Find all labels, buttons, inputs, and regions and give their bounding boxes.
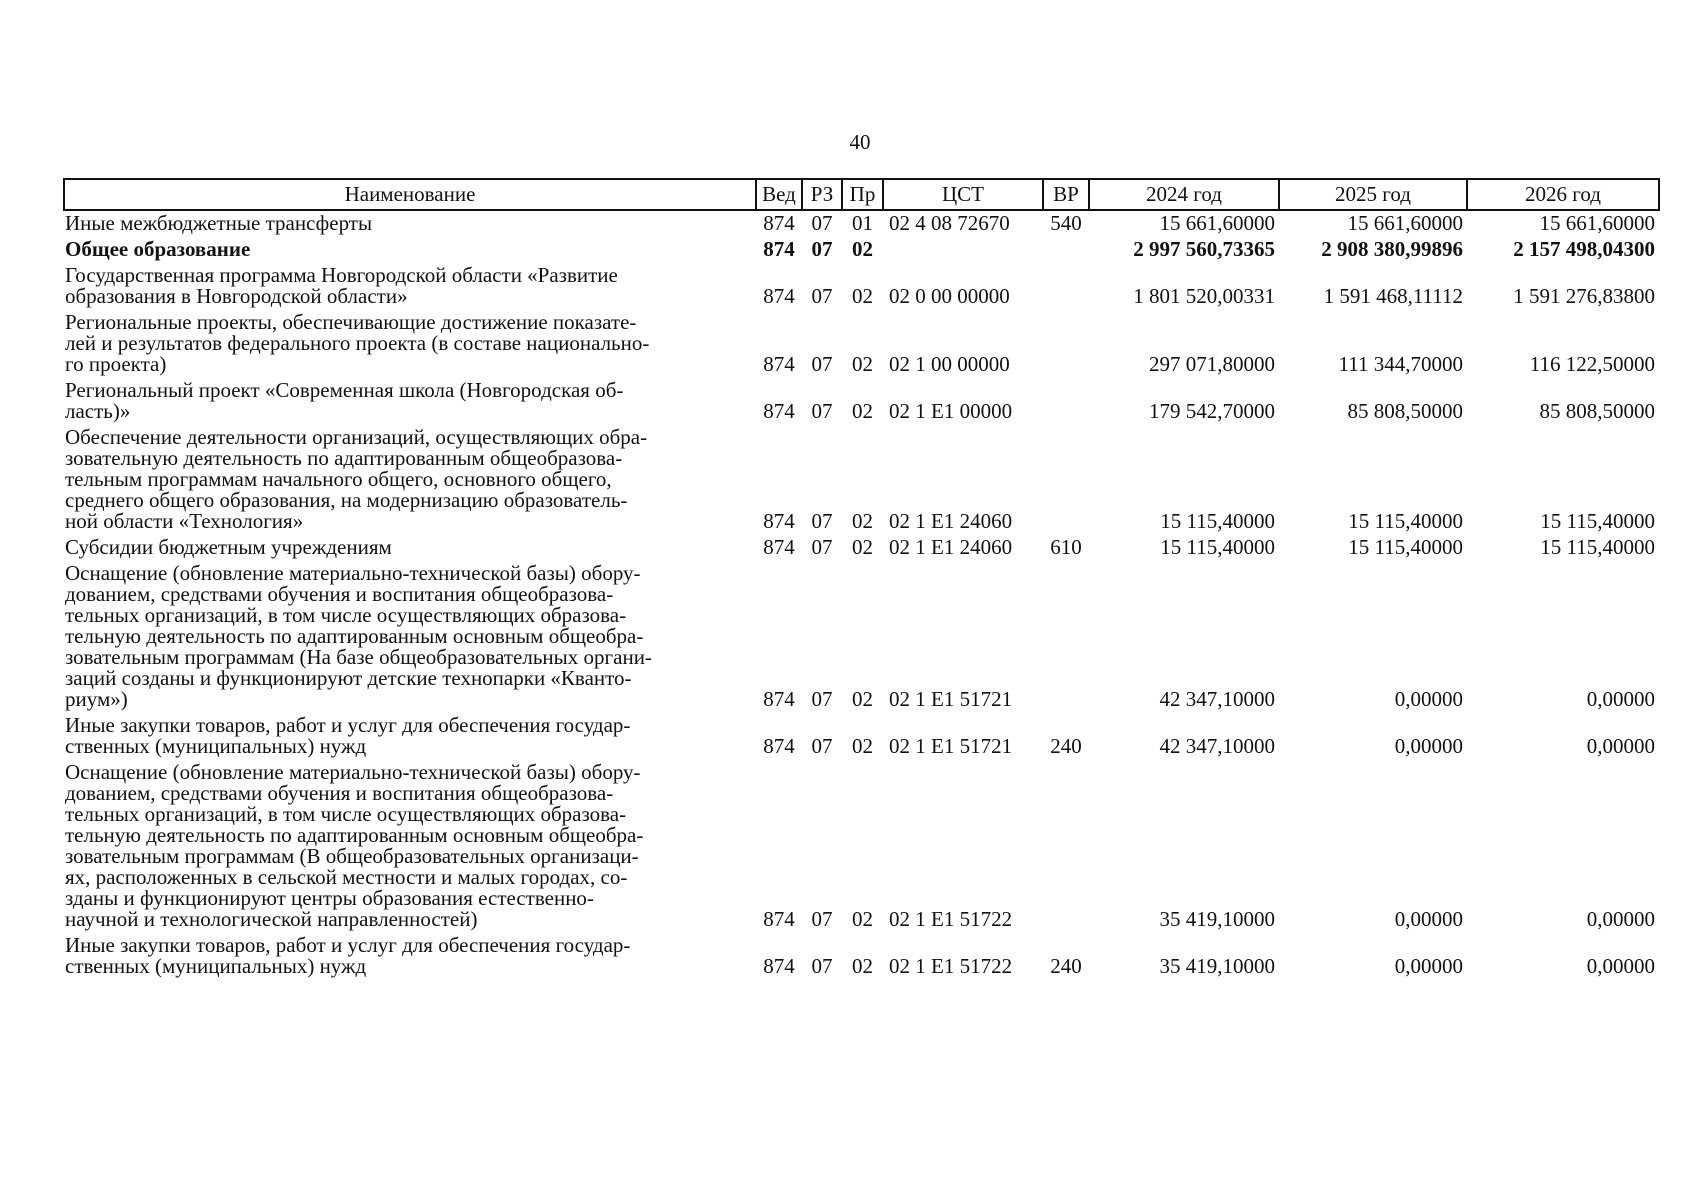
cell-cst: 02 4 08 72670	[889, 211, 1010, 235]
cell-2026: 1 591 276,83800	[1513, 284, 1655, 308]
cell-rz: 07	[811, 509, 833, 533]
cell-rz: 07	[811, 237, 833, 261]
cell-2025: 1 591 468,11112	[1323, 284, 1463, 308]
cell-ved: 874	[763, 734, 795, 758]
cell-rz: 07	[811, 211, 833, 235]
header-ved: Вед	[756, 179, 802, 210]
cell-2025: 0,00000	[1394, 907, 1463, 931]
header-2026: 2026 год	[1467, 179, 1659, 210]
cell-ved: 874	[763, 509, 795, 533]
cell-2026: 0,00000	[1586, 687, 1655, 711]
cell-vr	[1043, 310, 1089, 378]
cell-2025: 15 661,60000	[1347, 211, 1463, 235]
cell-name: Региональный проект «Современная школа (Новгородская об- ласть)»	[65, 378, 624, 423]
table-row	[64, 713, 1659, 760]
header-name: Наименование	[64, 179, 756, 210]
cell-rz: 07	[811, 352, 833, 376]
cell-2024: 35 419,10000	[1159, 954, 1275, 978]
cell-name: Оснащение (обновление материально-технической базы) обору- дованием, средствами обучения и воспитания общеобразова- тельных организаций, в том числе осуществляющих образова- тельную деятельность по адаптированным основным общеобра- зовательным программам (На базе общеобразовательных органи- заций созданы и функционируют детские технопарки «Кванто- риум»)	[65, 561, 652, 711]
cell-rz: 07	[811, 284, 833, 308]
cell-pr: 02	[852, 509, 873, 533]
cell-ved: 874	[763, 535, 795, 559]
cell-2026: 0,00000	[1586, 954, 1655, 978]
cell-rz: 07	[811, 734, 833, 758]
cell-rz: 07	[811, 907, 833, 931]
cell-2024: 35 419,10000	[1159, 907, 1275, 931]
cell-vr	[1043, 237, 1089, 263]
cell-ved: 874	[763, 907, 795, 931]
cell-pr: 02	[852, 535, 873, 559]
cell-cst: 02 1 E1 24060	[889, 509, 1013, 533]
cell-ved: 874	[763, 284, 795, 308]
cell-2024: 15 115,40000	[1160, 509, 1275, 533]
cell-2024: 2 997 560,73365	[1133, 237, 1275, 261]
header-2024: 2024 год	[1089, 179, 1279, 210]
cell-pr: 02	[852, 284, 873, 308]
header-vr: ВР	[1043, 179, 1089, 210]
cell-pr: 02	[852, 399, 873, 423]
table-row	[64, 263, 1659, 310]
cell-2025: 0,00000	[1394, 954, 1463, 978]
cell-vr: 240	[1050, 954, 1082, 978]
cell-2024: 1 801 520,00331	[1133, 284, 1275, 308]
cell-2026: 0,00000	[1586, 907, 1655, 931]
cell-2026: 15 661,60000	[1539, 211, 1655, 235]
cell-cst: 02 1 E1 00000	[889, 399, 1013, 423]
cell-pr: 02	[852, 687, 873, 711]
cell-2024: 15 115,40000	[1160, 535, 1275, 559]
cell-cst: 02 1 E1 51721	[889, 687, 1013, 711]
cell-vr	[1043, 263, 1089, 310]
cell-pr: 02	[852, 237, 873, 261]
cell-2026: 15 115,40000	[1540, 535, 1655, 559]
cell-name: Иные закупки товаров, работ и услуг для обеспечения государ- ственных (муниципальных) нужд	[65, 713, 631, 758]
cell-2025: 0,00000	[1394, 734, 1463, 758]
cell-vr: 540	[1050, 211, 1082, 235]
cell-name: Обеспечение деятельности организаций, осуществляющих обра- зовательную деятельность по адаптированным общеобразова- тельным программам начального общего, основного общего, среднего общего образования, на модернизацию образователь- ной области «Технология»	[65, 425, 648, 533]
cell-cst: 02 0 00 00000	[889, 284, 1010, 308]
cell-ved: 874	[763, 399, 795, 423]
cell-name: Общее образование	[65, 237, 251, 261]
cell-pr: 02	[852, 907, 873, 931]
cell-name: Региональные проекты, обеспечивающие достижение показате- лей и результатов федерального проекта (в составе национально- го проекта)	[65, 310, 650, 376]
cell-2026: 85 808,50000	[1539, 399, 1655, 423]
cell-2025: 0,00000	[1394, 687, 1463, 711]
table-row	[64, 760, 1659, 933]
cell-2026: 15 115,40000	[1540, 509, 1655, 533]
cell-ved: 874	[763, 954, 795, 978]
cell-cst: 02 1 E1 51721	[889, 734, 1013, 758]
table-row	[64, 561, 1659, 713]
cell-cst: 02 1 E1 51722	[889, 907, 1013, 931]
cell-ved: 874	[763, 237, 795, 261]
cell-2024: 15 661,60000	[1159, 211, 1275, 235]
cell-rz: 07	[811, 687, 833, 711]
cell-2026: 0,00000	[1586, 734, 1655, 758]
cell-ved: 874	[763, 687, 795, 711]
cell-rz: 07	[811, 399, 833, 423]
cell-name: Оснащение (обновление материально-технической базы) обору- дованием, средствами обучения и воспитания общеобразова- тельных организаций, в том числе осуществляющих образова- тельную деятельность по адаптированным основным общеобра- зовательным программам (В общеобразовательных организаци- ях, расположенных в сельской местности и малых городах, со- зданы и функционируют центры образования естественно- научной и технологической направленностей)	[65, 760, 644, 931]
cell-vr	[1043, 561, 1089, 713]
cell-vr: 240	[1050, 734, 1082, 758]
table-header	[64, 179, 1659, 210]
cell-2026: 116 122,50000	[1529, 352, 1655, 376]
cell-name: Государственная программа Новгородской области «Развитие образования в Новгородской области»	[65, 263, 618, 308]
cell-2024: 297 071,80000	[1149, 352, 1275, 376]
table-row	[64, 210, 1659, 237]
cell-cst: 02 1 E1 24060	[889, 535, 1013, 559]
table-row	[64, 378, 1659, 425]
page-number: 40	[849, 130, 871, 154]
cell-cst: 02 1 00 00000	[889, 352, 1010, 376]
cell-2025: 2 908 380,99896	[1321, 237, 1463, 261]
cell-2024: 42 347,10000	[1159, 734, 1275, 758]
header-2025: 2025 год	[1279, 179, 1467, 210]
cell-2025: 111 344,70000	[1338, 352, 1463, 376]
cell-vr	[1043, 425, 1089, 535]
cell-ved: 874	[763, 211, 795, 235]
cell-name: Иные закупки товаров, работ и услуг для обеспечения государ- ственных (муниципальных) нужд	[65, 933, 631, 978]
table-row	[64, 535, 1659, 561]
cell-pr: 02	[852, 954, 873, 978]
cell-pr: 02	[852, 352, 873, 376]
cell-2024: 42 347,10000	[1159, 687, 1275, 711]
header-rz: РЗ	[802, 179, 842, 210]
cell-cst	[883, 237, 1043, 263]
cell-vr	[1043, 760, 1089, 933]
cell-name: Субсидии бюджетным учреждениям	[65, 535, 392, 559]
cell-cst: 02 1 E1 51722	[889, 954, 1013, 978]
table-body	[64, 210, 1659, 980]
cell-pr: 01	[852, 211, 873, 235]
header-pr: Пр	[842, 179, 883, 210]
cell-2024: 179 542,70000	[1149, 399, 1275, 423]
cell-2025: 85 808,50000	[1347, 399, 1463, 423]
budget-table	[63, 178, 1660, 980]
cell-rz: 07	[811, 954, 833, 978]
table-row	[64, 933, 1659, 980]
table-row	[64, 310, 1659, 378]
cell-vr	[1043, 378, 1089, 425]
cell-2026: 2 157 498,04300	[1513, 237, 1655, 261]
cell-ved: 874	[763, 352, 795, 376]
cell-rz: 07	[811, 535, 833, 559]
table-row	[64, 425, 1659, 535]
table-row	[64, 237, 1659, 263]
cell-vr: 610	[1050, 535, 1082, 559]
cell-pr: 02	[852, 734, 873, 758]
cell-name: Иные межбюджетные трансферты	[65, 211, 373, 235]
header-cst: ЦСТ	[883, 179, 1043, 210]
cell-2025: 15 115,40000	[1348, 509, 1463, 533]
cell-2025: 15 115,40000	[1348, 535, 1463, 559]
